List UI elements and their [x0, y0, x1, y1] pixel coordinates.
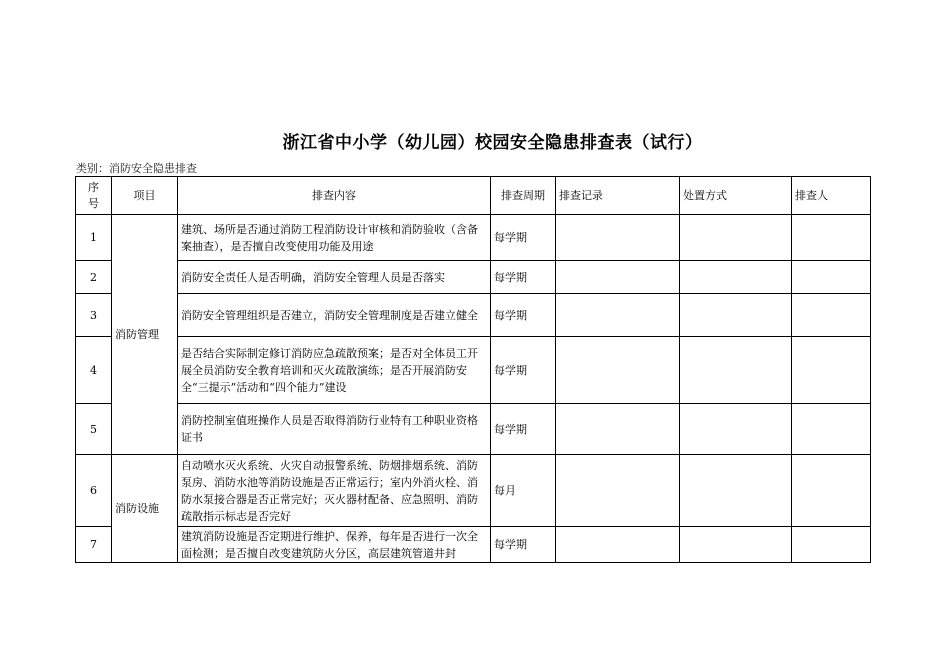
inspector-cell	[792, 261, 871, 294]
category-label: 类别：消防安全隐患排查	[76, 162, 197, 175]
row-content: 消防安全管理组织是否建立，消防安全管理制度是否建立健全	[178, 294, 491, 337]
method-cell	[680, 215, 792, 261]
row-number: 2	[76, 261, 112, 294]
method-cell	[680, 294, 792, 337]
record-cell	[556, 215, 680, 261]
method-cell	[680, 527, 792, 563]
row-content: 消防控制室值班操作人员是否取得消防行业特有工种职业资格证书	[178, 404, 491, 455]
inspection-table	[75, 176, 871, 563]
row-period: 每学期	[491, 337, 556, 404]
record-cell	[556, 294, 680, 337]
row-number: 7	[76, 527, 112, 563]
row-period: 每学期	[491, 261, 556, 294]
row-period: 每学期	[491, 215, 556, 261]
row-content-text: 建筑消防设施是否定期进行维护、保养，每年是否进行一次全面检测；是否擅自改变建筑防火分区，高层建筑管道井封	[181, 529, 478, 560]
record-cell	[556, 261, 680, 294]
table-row	[76, 455, 871, 527]
header-inspector: 排查人	[792, 177, 871, 215]
inspector-cell	[792, 455, 871, 527]
table-row	[76, 294, 871, 337]
inspector-cell	[792, 215, 871, 261]
row-number: 5	[76, 404, 112, 455]
inspector-cell	[792, 294, 871, 337]
row-content: 自动喷水灭火系统、火灾自动报警系统、防烟排烟系统、消防泵房、消防水池等消防设施是否正常运行；室内外消火栓、消防水泵接合器是否正常完好；灭火器材配备、应急照明、消防疏散指示标志是否完好	[178, 455, 491, 527]
inspector-cell	[792, 527, 871, 563]
record-cell	[556, 404, 680, 455]
row-content	[178, 527, 491, 563]
record-cell	[556, 337, 680, 404]
method-cell	[680, 404, 792, 455]
method-cell	[680, 261, 792, 294]
page-title: 浙江省中小学（幼儿园）校园安全隐患排查表（试行）	[282, 133, 703, 153]
row-content: 消防安全责任人是否明确，消防安全管理人员是否落实	[178, 261, 491, 294]
header-period: 排查周期	[491, 177, 556, 215]
row-period: 每学期	[491, 527, 556, 563]
row-period: 每学期	[491, 294, 556, 337]
row-content: 是否结合实际制定修订消防应急疏散预案；是否对全体员工开展全员消防安全教育培训和灭火疏散演练；是否开展消防安全“三提示”活动和“四个能力”建设	[178, 337, 491, 404]
header-content: 排查内容	[178, 177, 491, 215]
table-header-row	[76, 177, 871, 215]
row-period: 每月	[491, 455, 556, 527]
group-management: 消防管理	[112, 215, 178, 455]
row-number: 4	[76, 337, 112, 404]
row-period: 每学期	[491, 404, 556, 455]
group-facilities: 消防设施	[112, 455, 178, 563]
inspector-cell	[792, 337, 871, 404]
record-cell	[556, 527, 680, 563]
header-record: 排查记录	[556, 177, 680, 215]
header-number: 序号	[76, 177, 112, 215]
table-row	[76, 215, 871, 261]
inspector-cell	[792, 404, 871, 455]
row-number: 6	[76, 455, 112, 527]
row-number: 1	[76, 215, 112, 261]
table-row	[76, 261, 871, 294]
table-row	[76, 527, 871, 563]
row-content: 建筑、场所是否通过消防工程消防设计审核和消防验收（含备案抽查），是否擅自改变使用功能及用途	[178, 215, 491, 261]
table-row	[76, 404, 871, 455]
record-cell	[556, 455, 680, 527]
header-method: 处置方式	[680, 177, 792, 215]
row-number: 3	[76, 294, 112, 337]
method-cell	[680, 337, 792, 404]
header-item: 项目	[112, 177, 178, 215]
table-row	[76, 337, 871, 404]
method-cell	[680, 455, 792, 527]
